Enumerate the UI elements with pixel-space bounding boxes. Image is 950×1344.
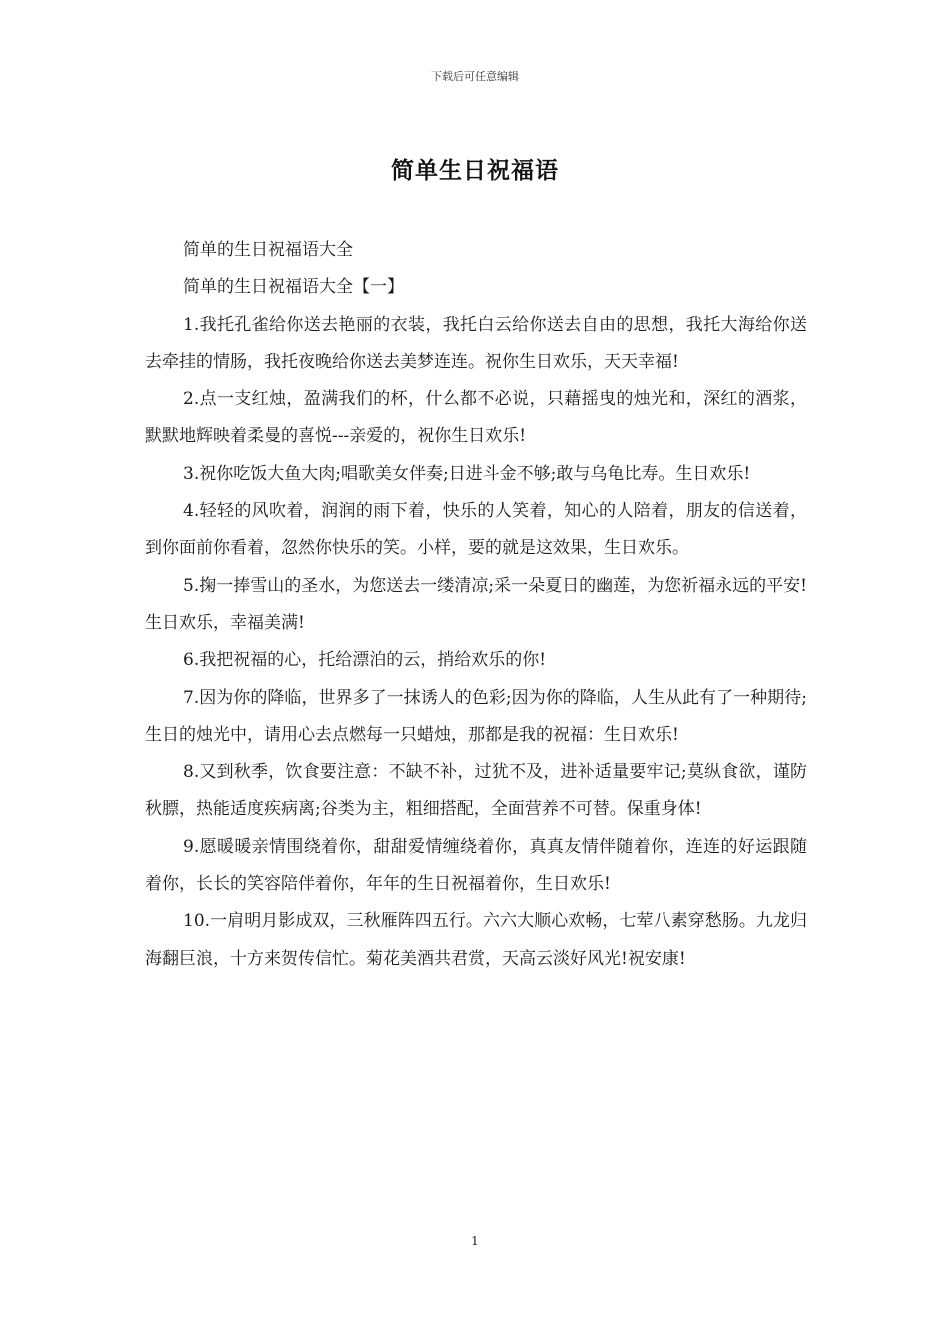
page-number: 1 bbox=[471, 1234, 479, 1248]
paragraph-item-8: 8.又到秋季，饮食要注意：不缺不补，过犹不及，进补适量要牢记;莫纵食欲，谨防秋膘，热能适度疾病离;谷类为主，粗细搭配，全面营养不可替。保重身体! bbox=[145, 762, 807, 820]
document-body bbox=[145, 232, 807, 978]
paragraph-item-7: 7.因为你的降临，世界多了一抹诱人的色彩;因为你的降临，人生从此有了一种期待;生日的烛光中，请用心去点燃每一只蜡烛，那都是我的祝福：生日欢乐! bbox=[145, 687, 807, 745]
paragraph-item-4: 4.轻轻的风吹着，润润的雨下着，快乐的人笑着，知心的人陪着，朋友的信送着，到你面前你看着，忽然你快乐的笑。小样，要的就是这效果，生日欢乐。 bbox=[145, 501, 807, 559]
paragraph-item-6: 6.我把祝福的心，托给漂泊的云，捎给欢乐的你! bbox=[183, 650, 547, 671]
paragraph-subtitle: 简单的生日祝福语大全 bbox=[183, 240, 353, 260]
paragraph-item-1: 1.我托孔雀给你送去艳丽的衣装，我托白云给你送去自由的思想，我托大海给你送去牵挂的情肠，我托夜晚给你送去美梦连连。祝你生日欢乐，天天幸福! bbox=[145, 314, 807, 372]
paragraph-item-10: 10.一肩明月影成双，三秋雁阵四五行。六六大顺心欢畅，七荤八素穿愁肠。九龙归海翻巨浪，十方来贺传信忙。菊花美酒共君赏，天高云淡好风光!祝安康! bbox=[145, 911, 807, 969]
paragraph-item-2: 2.点一支红烛，盈满我们的杯，什么都不必说，只藉摇曳的烛光和，深红的酒浆，默默地辉映着柔曼的喜悦---亲爱的，祝你生日欢乐! bbox=[145, 389, 807, 447]
paragraph-item-5: 5.掬一捧雪山的圣水，为您送去一缕清凉;采一朵夏日的幽莲，为您祈福永远的平安!生日欢乐，幸福美满! bbox=[145, 575, 807, 633]
header-note: 下载后可任意编辑 bbox=[431, 70, 519, 83]
paragraph-item-3: 3.祝你吃饭大鱼大肉;唱歌美女伴奏;日进斗金不够;敢与乌龟比寿。生日欢乐! bbox=[183, 463, 751, 484]
paragraph-section-heading: 简单的生日祝福语大全【一】 bbox=[183, 277, 404, 298]
paragraph-item-9: 9.愿暖暖亲情围绕着你，甜甜爱情缠绕着你，真真友情伴随着你，连连的好运跟随着你，长长的笑容陪伴着你，年年的生日祝福着你，生日欢乐! bbox=[145, 836, 807, 895]
document-title: 简单生日祝福语 bbox=[391, 157, 559, 184]
